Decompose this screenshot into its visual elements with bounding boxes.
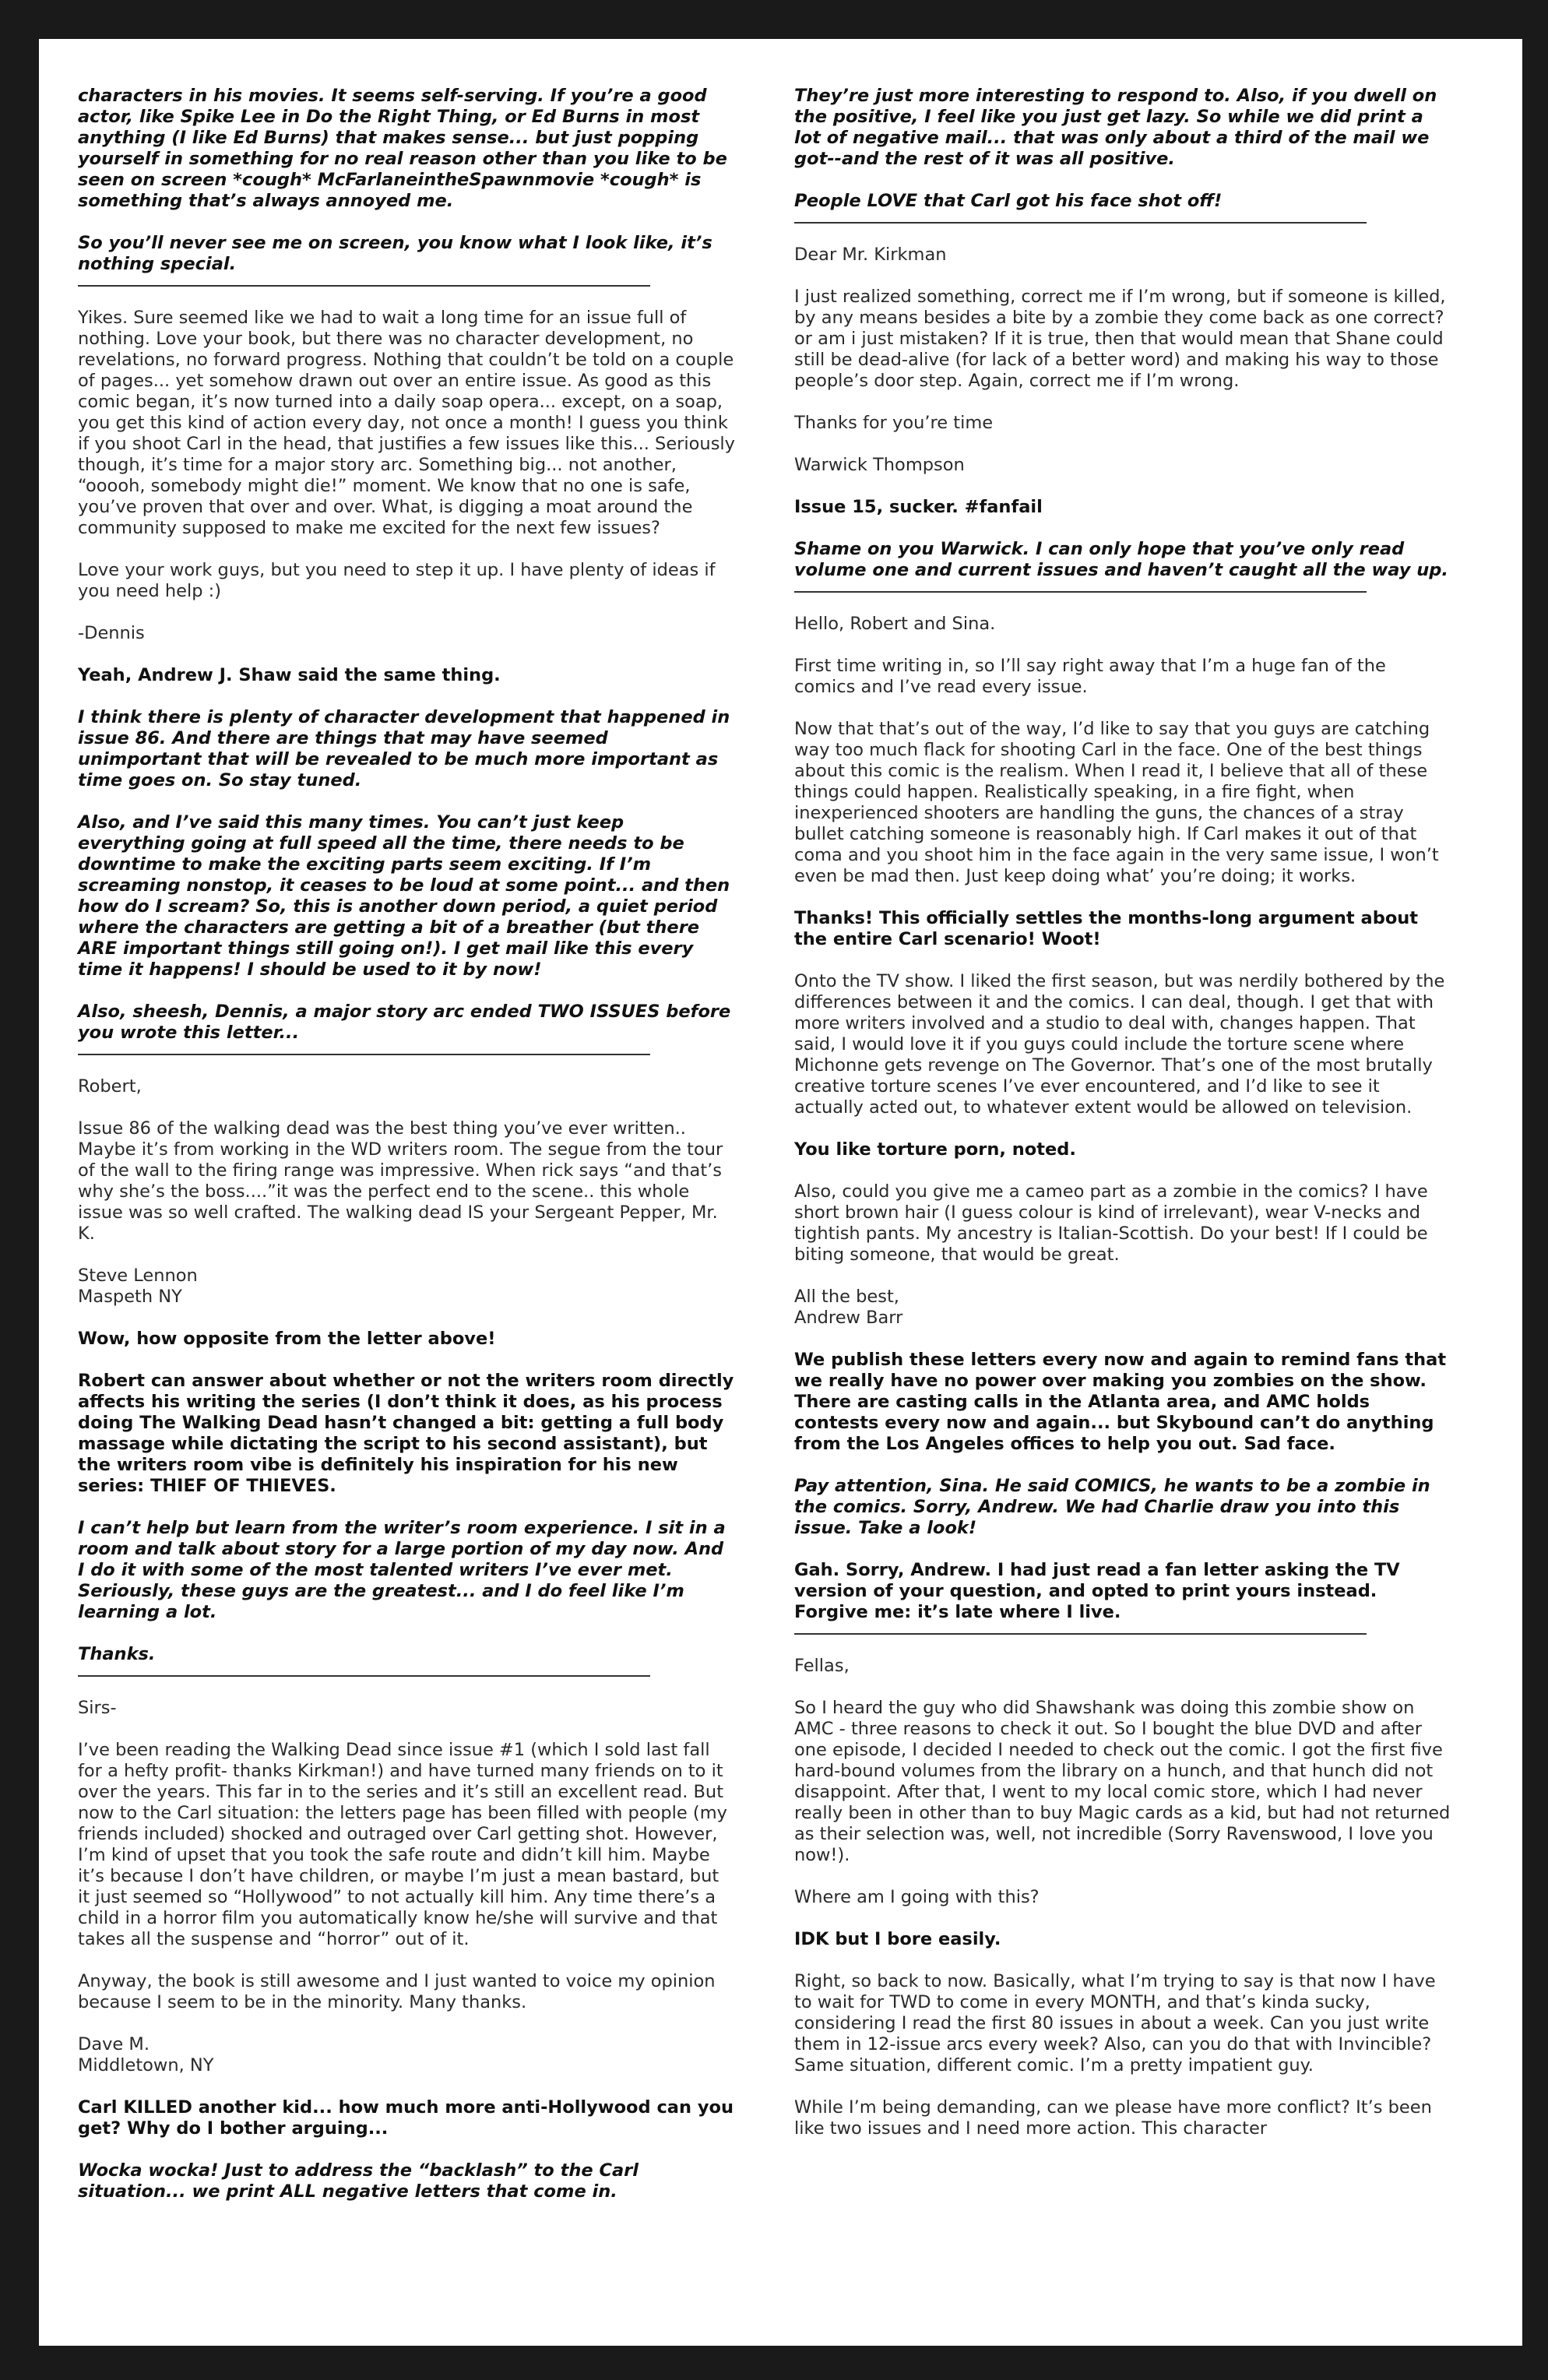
editor-reply: So you’ll never see me on screen, you know what I look like, it’s nothing special.: [78, 233, 712, 274]
editor-reply: We publish these letters every now and again to remind fans that we really have no power over making you zombies on the show. There are casting calls in the Atlanta area, and AMC holds contests every now and again... but Skybound can’t do anything from the Los Angeles offices to help you out. Sad face.: [794, 1350, 1447, 1454]
letter-signature: [794, 1287, 1452, 1329]
reader-letter-paragraph: Hello, Robert and Sina.: [794, 614, 996, 634]
reader-letter-paragraph: Also, could you give me a cameo part as a zombie in the comics? I have short brown hair (I guess colour is kind of irrelevant), wear V-necks and tightish pants. My ancestry is Italian-Scottish. Do your best! If I could be biting someone, that would be great.: [794, 1181, 1428, 1265]
reader-letter-paragraph: Anyway, the book is still awesome and I just wanted to voice my opinion because I seem to be in the minority. Many thanks.: [78, 1971, 716, 2012]
section-divider: [78, 1675, 650, 1677]
section-divider: [794, 222, 1367, 224]
reader-letter-paragraph: Onto the TV show. I liked the first season, but was nerdily bothered by the differences between it and the comics. I can deal, though. I get that with more writers involved and a studio to deal with, changes happen. That said, I would love it if you guys could include the torture scene where Michonne gets revenge on The Governor. That’s one of the most brutally creative torture scenes I’ve ever encountered, and I’d like to see it actually acted out, to whatever extent would be allowed on television.: [794, 971, 1445, 1118]
editor-reply: You like torture porn, noted.: [794, 1139, 1076, 1160]
reader-letter-paragraph: Where am I going with this?: [794, 1887, 1040, 1907]
reader-letter-paragraph: Sirs-: [78, 1698, 117, 1718]
reader-letter-paragraph: I’ve been reading the Walking Dead since issue #1 (which I sold last fall for a hefty profit- thanks Kirkman!) and have turned many friends on to it over the years. This far in to the series and it’s still an excellent read. But now to the Carl situation: the letters page has been filled with people (my friends included) shocked and outraged over Carl getting shot. However, I’m kind of upset that you took the safe route and didn’t kill him. Maybe it’s because I don’t have children, or maybe I’m just a mean bastard, but it just seemed so “Hollywood” to not actually kill him. Any time there’s a child in a horror film you automatically know he/she will survive and that takes all the suspense and “horror” out of it.: [78, 1740, 727, 1949]
reader-letter-paragraph: While I’m being demanding, can we please have more conflict? It’s been like two issues and I need more action. This character: [794, 2097, 1432, 2139]
reader-letter-paragraph: Thanks for you’re time: [794, 413, 994, 433]
editor-reply: Carl KILLED another kid... how much more anti-Hollywood can you get? Why do I bother arguing...: [78, 2097, 734, 2139]
editor-reply: I think there is plenty of character development that happened in issue 86. And there are things that may have seemed unimportant that will be revealed to be much more important as time goes on. So stay tuned.: [78, 707, 730, 790]
reader-letter-paragraph: Yikes. Sure seemed like we had to wait a long time for an issue full of nothing. Love your book, but there was no character development, no revelations, no forward progress. Nothing that couldn’t be told on a couple of pages... yet somehow drawn out over an entire issue. As good as this comic began, it’s now turned into a daily soap opera... except, on a soap, you get this kind of action every day, not once a month! I guess you think if you shoot Carl in the head, that justifies a few issues like this... Seriously though, it’s time for a major story arc. Something big... not another, “ooooh, somebody might die!” moment. We know that no one is safe, you’ve proven that over and over. What, is digging a moat around the community supposed to make me excited for the next few issues?: [78, 308, 735, 538]
section-divider: [794, 1633, 1367, 1635]
editor-reply: Also, and I’ve said this many times. You can’t just keep everything going at full speed all the time, there needs to be downtime to make the exciting parts seem exciting. If I’m screaming nonstop, it ceases to be loud at some point... and then how do I scream? So, this is another down period, a quiet period where the characters are getting a bit of a breather (but there ARE important things still going on!). I get mail like this every time it happens! I should be used to it by now!: [78, 812, 730, 980]
editor-reply: I can’t help but learn from the writer’s room experience. I sit in a room and talk about story for a large portion of my day now. And I do it with some of the most talented writers I’ve ever met. Seriously, these guys are the greatest... and I do feel like I’m learning a lot.: [78, 1518, 726, 1622]
reader-letter-paragraph: Fellas,: [794, 1656, 850, 1676]
reader-letter-paragraph: Robert,: [78, 1076, 142, 1097]
reader-letter-paragraph: So I heard the guy who did Shawshank was doing this zombie show on AMC - three reasons to check it out. So I bought the blue DVD and after one episode, I decided I needed to check out the comic. I got the first five hard-bound volumes from the library on a hunch, and that hunch did not disappoint. After that, I went to my local comic store, which I had never really been in other than to buy Magic cards as a kid, but had not returned as their selection was, well, not incredible (Sorry Ravenswood, I love you now!).: [794, 1698, 1451, 1865]
editor-reply: Shame on you Warwick. I can only hope that you’ve only read volume one and current issues and haven’t caught all the way up.: [794, 539, 1448, 580]
reader-letter-paragraph: I just realized something, correct me if I’m wrong, but if someone is killed, by any means besides a bite by a zombie they come back as one correct? or am i just mistaken? If it is true, then that would mean that Shane could still be dead-alive (for lack of a better word) and making his way to those people’s door step. Again, correct me if I’m wrong.: [794, 287, 1446, 391]
editor-reply: Issue 15, sucker. #fanfail: [794, 497, 1043, 517]
editor-reply: Thanks! This officially settles the months-long argument about the entire Carl scenario! Woot!: [794, 908, 1419, 949]
letter-signature: [78, 2034, 736, 2076]
letter-signature: [78, 1266, 736, 1308]
section-divider: [78, 1054, 650, 1055]
editor-reply: Wocka wocka! Just to address the “backlash” to the Carl situation... we print ALL negative letters that come in.: [78, 2160, 639, 2202]
signature-line: All the best,: [794, 1287, 899, 1307]
section-divider: [794, 591, 1367, 593]
reader-letter-paragraph: Dear Mr. Kirkman: [794, 245, 947, 265]
reader-letter-paragraph: First time writing in, so I’ll say right away that I’m a huge fan of the comics and I’ve read every issue.: [794, 656, 1386, 697]
editor-reply: Robert can answer about whether or not the writers room directly affects his writing the series (I don’t think it does, as his process doing The Walking Dead hasn’t changed a bit: getting a full body massage while dictating the script to his second assistant), but the writers room vibe is definitely his inspiration for his new series: THIEF OF THIEVES.: [78, 1371, 734, 1496]
editor-reply: Wow, how opposite from the letter above!: [78, 1329, 496, 1349]
editor-reply: They’re just more interesting to respond to. Also, if you dwell on the positive, I feel like you just get lazy. So while we did print a lot of negative mail... that was only about a third of the mail we got--and the rest of it was all positive.: [794, 86, 1437, 169]
section-divider: [78, 285, 650, 287]
editor-reply: Pay attention, Sina. He said COMICS, he wants to be a zombie in the comics. Sorry, Andrew. We had Charlie draw you into this issue. Take a look!: [794, 1476, 1430, 1538]
letters-page: [39, 39, 1522, 2346]
reader-letter-paragraph: Now that that’s out of the way, I’d like to say that you guys are catching way too much flack for shooting Carl in the face. One of the best things about this comic is the realism. When I read it, I believe that all of these things could happen. Realistically speaking, in a fire fight, when inexperienced shooters are handling the guns, the chances of a stray bullet catching someone is reasonably high. If Carl makes it out of that coma and you shoot him in the face again in the very same issue, I won’t even be mad then. Just keep doing what’ you’re doing; it works.: [794, 719, 1439, 886]
reader-letter-paragraph: Warwick Thompson: [794, 455, 965, 475]
editor-reply: Yeah, Andrew J. Shaw said the same thing.: [78, 665, 501, 685]
signature-line: Steve Lennon: [78, 1266, 198, 1286]
reader-letter-paragraph: Love your work guys, but you need to step it up. I have plenty of ideas if you need help :): [78, 560, 716, 601]
signature-line: Maspeth NY: [78, 1287, 182, 1307]
reader-letter-paragraph: Issue 86 of the walking dead was the best thing you’ve ever written.. Maybe it’s from working in the WD writers room. The segue from the tour of the wall to the firing range was impressive. When rick says “and that’s why she’s the boss....”it was the perfect end to the scene.. this whole issue was so well crafted. The walking dead IS your Sergeant Pepper, Mr. K.: [78, 1118, 723, 1244]
signature-line: Middletown, NY: [78, 2055, 214, 2075]
right-column: [794, 86, 1452, 2160]
signature-line: Andrew Barr: [794, 1308, 903, 1328]
left-column: [78, 86, 736, 2223]
editor-reply: Gah. Sorry, Andrew. I had just read a fan letter asking the TV version of your question, and opted to print yours instead. Forgive me: it’s late where I live.: [794, 1560, 1400, 1622]
reader-letter-paragraph: Right, so back to now. Basically, what I’m trying to say is that now I have to wait for TWD to come in every MONTH, and that’s kinda sucky, considering I read the first 80 issues in about a week. Can you just write them in 12-issue arcs every week? Also, can you do that with Invincible? Same situation, different comic. I’m a pretty impatient guy.: [794, 1971, 1436, 2075]
editor-reply: People LOVE that Carl got his face shot off!: [794, 191, 1223, 211]
editor-reply: characters in his movies. It seems self-serving. If you’re a good actor, like Spike Lee in Do the Right Thing, or Ed Burns in most anything (I like Ed Burns) that makes sense... but just popping yourself in something for no real reason other than you like to be seen on screen *cough* McFarlaneintheSpawnmovie *cough* is something that’s always annoyed me.: [78, 86, 727, 211]
editor-reply: IDK but I bore easily.: [794, 1929, 1001, 1949]
editor-reply: Also, sheesh, Dennis, a major story arc ended TWO ISSUES before you wrote this letter...: [78, 1002, 731, 1043]
editor-reply: Thanks.: [78, 1644, 156, 1664]
signature-line: Dave M.: [78, 2034, 150, 2054]
reader-letter-paragraph: -Dennis: [78, 623, 145, 643]
